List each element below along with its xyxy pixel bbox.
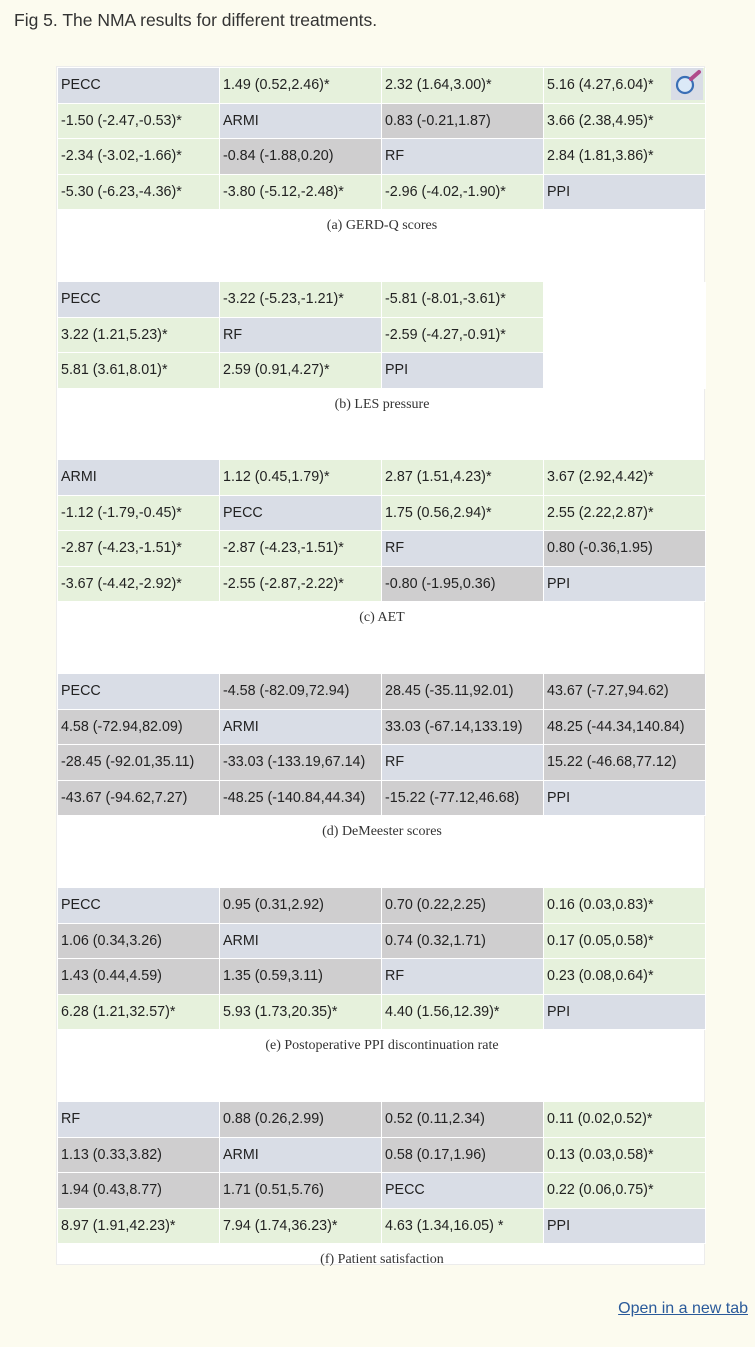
table-cell: PECC (58, 674, 220, 710)
table-cell: -2.59 (-4.27,-0.91)* (382, 318, 544, 354)
table-cell: -2.87 (-4.23,-1.51)* (220, 531, 382, 567)
table-cell: ARMI (220, 924, 382, 960)
table-cell: 1.06 (0.34,3.26) (58, 924, 220, 960)
table-cell: 0.70 (0.22,2.25) (382, 888, 544, 924)
table-cell: 2.87 (1.51,4.23)* (382, 460, 544, 496)
panel-a (58, 68, 706, 234)
table-cell: RF (382, 745, 544, 781)
table-cell: -48.25 (-140.84,44.34) (220, 781, 382, 817)
table-cell: PECC (58, 68, 220, 104)
table-cell: 5.16 (4.27,6.04)* (544, 68, 706, 104)
panel-title: (b) LES pressure (334, 396, 430, 412)
table-cell: 7.94 (1.74,36.23)* (220, 1209, 382, 1245)
table-cell: -2.34 (-3.02,-1.66)* (58, 139, 220, 175)
table-cell: 6.28 (1.21,32.57)* (58, 995, 220, 1031)
table-cell: 48.25 (-44.34,140.84) (544, 710, 706, 746)
table-cell: -0.80 (-1.95,0.36) (382, 567, 544, 603)
panel-title: (e) Postoperative PPI discontinuation rate (265, 1038, 499, 1053)
table-cell (544, 282, 706, 318)
table-cell: -0.84 (-1.88,0.20) (220, 139, 382, 175)
nma-table (58, 1102, 706, 1244)
panel-d (58, 674, 706, 840)
table-cell: -43.67 (-94.62,7.27) (58, 781, 220, 817)
table-cell: -4.58 (-82.09,72.94) (220, 674, 382, 710)
nma-table (58, 460, 706, 602)
table-cell: PPI (382, 353, 544, 389)
table-cell: PPI (544, 175, 706, 211)
table-cell: 0.23 (0.08,0.64)* (544, 959, 706, 995)
table-cell: 0.80 (-0.36,1.95) (544, 531, 706, 567)
table-cell: 0.58 (0.17,1.96) (382, 1138, 544, 1174)
table-cell: -3.67 (-4.42,-2.92)* (58, 567, 220, 603)
table-cell: 0.22 (0.06,0.75)* (544, 1173, 706, 1209)
table-cell: 0.88 (0.26,2.99) (220, 1102, 382, 1138)
table-cell: 1.49 (0.52,2.46)* (220, 68, 382, 104)
table-cell: ARMI (220, 1138, 382, 1174)
table-cell: 0.13 (0.03,0.58)* (544, 1138, 706, 1174)
table-cell: -3.22 (-5.23,-1.21)* (220, 282, 382, 318)
panel-c (58, 460, 706, 626)
nma-table (58, 68, 706, 210)
open-in-new-tab-link[interactable]: Open in a new tab (618, 1300, 748, 1317)
table-cell: RF (220, 318, 382, 354)
table-cell: -2.87 (-4.23,-1.51)* (58, 531, 220, 567)
table-cell: 1.43 (0.44,4.59) (58, 959, 220, 995)
table-cell: 33.03 (-67.14,133.19) (382, 710, 544, 746)
table-cell: PECC (220, 496, 382, 532)
table-cell: 4.58 (-72.94,82.09) (58, 710, 220, 746)
figure-caption: Fig 5. The NMA results for different treatments. (14, 10, 378, 30)
table-cell: 8.97 (1.91,42.23)* (58, 1209, 220, 1245)
table-cell: PPI (544, 567, 706, 603)
table-cell: 1.13 (0.33,3.82) (58, 1138, 220, 1174)
table-cell: -1.50 (-2.47,-0.53)* (58, 104, 220, 140)
table-cell: -33.03 (-133.19,67.14) (220, 745, 382, 781)
table-cell: 2.59 (0.91,4.27)* (220, 353, 382, 389)
table-cell: ARMI (220, 104, 382, 140)
table-cell: 15.22 (-46.68,77.12) (544, 745, 706, 781)
table-cell: 1.71 (0.51,5.76) (220, 1173, 382, 1209)
table-cell: 3.22 (1.21,5.23)* (58, 318, 220, 354)
table-cell: -2.55 (-2.87,-2.22)* (220, 567, 382, 603)
nma-table (58, 888, 706, 1030)
table-cell: RF (382, 139, 544, 175)
table-cell: 2.84 (1.81,3.86)* (544, 139, 706, 175)
table-cell: 5.81 (3.61,8.01)* (58, 353, 220, 389)
table-cell: PECC (58, 888, 220, 924)
table-cell (544, 318, 706, 354)
table-cell: ARMI (58, 460, 220, 496)
nma-table (58, 674, 706, 816)
table-cell: 0.74 (0.32,1.71) (382, 924, 544, 960)
table-cell: 0.16 (0.03,0.83)* (544, 888, 706, 924)
table-cell: RF (382, 959, 544, 995)
zoom-magnifier-icon[interactable] (671, 68, 703, 100)
table-cell: -2.96 (-4.02,-1.90)* (382, 175, 544, 211)
table-cell: PPI (544, 781, 706, 817)
table-cell: PECC (58, 282, 220, 318)
table-cell: 0.95 (0.31,2.92) (220, 888, 382, 924)
panel-b (58, 282, 706, 413)
table-cell: ARMI (220, 710, 382, 746)
table-cell: 28.45 (-35.11,92.01) (382, 674, 544, 710)
panel-title: (a) GERD-Q scores (326, 218, 438, 233)
table-cell: -15.22 (-77.12,46.68) (382, 781, 544, 817)
figure-image[interactable] (56, 66, 705, 1265)
table-cell (544, 353, 706, 389)
panel-title: (c) AET (359, 610, 405, 625)
table-cell: 3.66 (2.38,4.95)* (544, 104, 706, 140)
table-cell: -3.80 (-5.12,-2.48)* (220, 175, 382, 211)
table-cell: 4.40 (1.56,12.39)* (382, 995, 544, 1031)
table-cell: 1.35 (0.59,3.11) (220, 959, 382, 995)
table-cell: PPI (544, 995, 706, 1031)
table-cell: -1.12 (-1.79,-0.45)* (58, 496, 220, 532)
table-cell: 1.75 (0.56,2.94)* (382, 496, 544, 532)
panel-title: (f) Patient satisfaction (320, 1252, 444, 1267)
table-cell: 5.93 (1.73,20.35)* (220, 995, 382, 1031)
panel-title: (d) DeMeester scores (322, 824, 442, 839)
panel-e (58, 888, 706, 1054)
table-cell: 2.32 (1.64,3.00)* (382, 68, 544, 104)
table-cell: 1.12 (0.45,1.79)* (220, 460, 382, 496)
table-cell: PECC (382, 1173, 544, 1209)
table-cell: 0.83 (-0.21,1.87) (382, 104, 544, 140)
table-cell: -28.45 (-92.01,35.11) (58, 745, 220, 781)
table-cell: RF (58, 1102, 220, 1138)
table-cell: PPI (544, 1209, 706, 1245)
panel-f (58, 1102, 706, 1268)
table-cell: 3.67 (2.92,4.42)* (544, 460, 706, 496)
nma-table (58, 282, 706, 389)
table-cell: 1.94 (0.43,8.77) (58, 1173, 220, 1209)
table-cell: 4.63 (1.34,16.05) * (382, 1209, 544, 1245)
table-cell: -5.30 (-6.23,-4.36)* (58, 175, 220, 211)
table-cell: RF (382, 531, 544, 567)
table-cell: 0.17 (0.05,0.58)* (544, 924, 706, 960)
table-cell: 0.52 (0.11,2.34) (382, 1102, 544, 1138)
table-cell: 0.11 (0.02,0.52)* (544, 1102, 706, 1138)
table-cell: 43.67 (-7.27,94.62) (544, 674, 706, 710)
table-cell: 2.55 (2.22,2.87)* (544, 496, 706, 532)
table-cell: -5.81 (-8.01,-3.61)* (382, 282, 544, 318)
